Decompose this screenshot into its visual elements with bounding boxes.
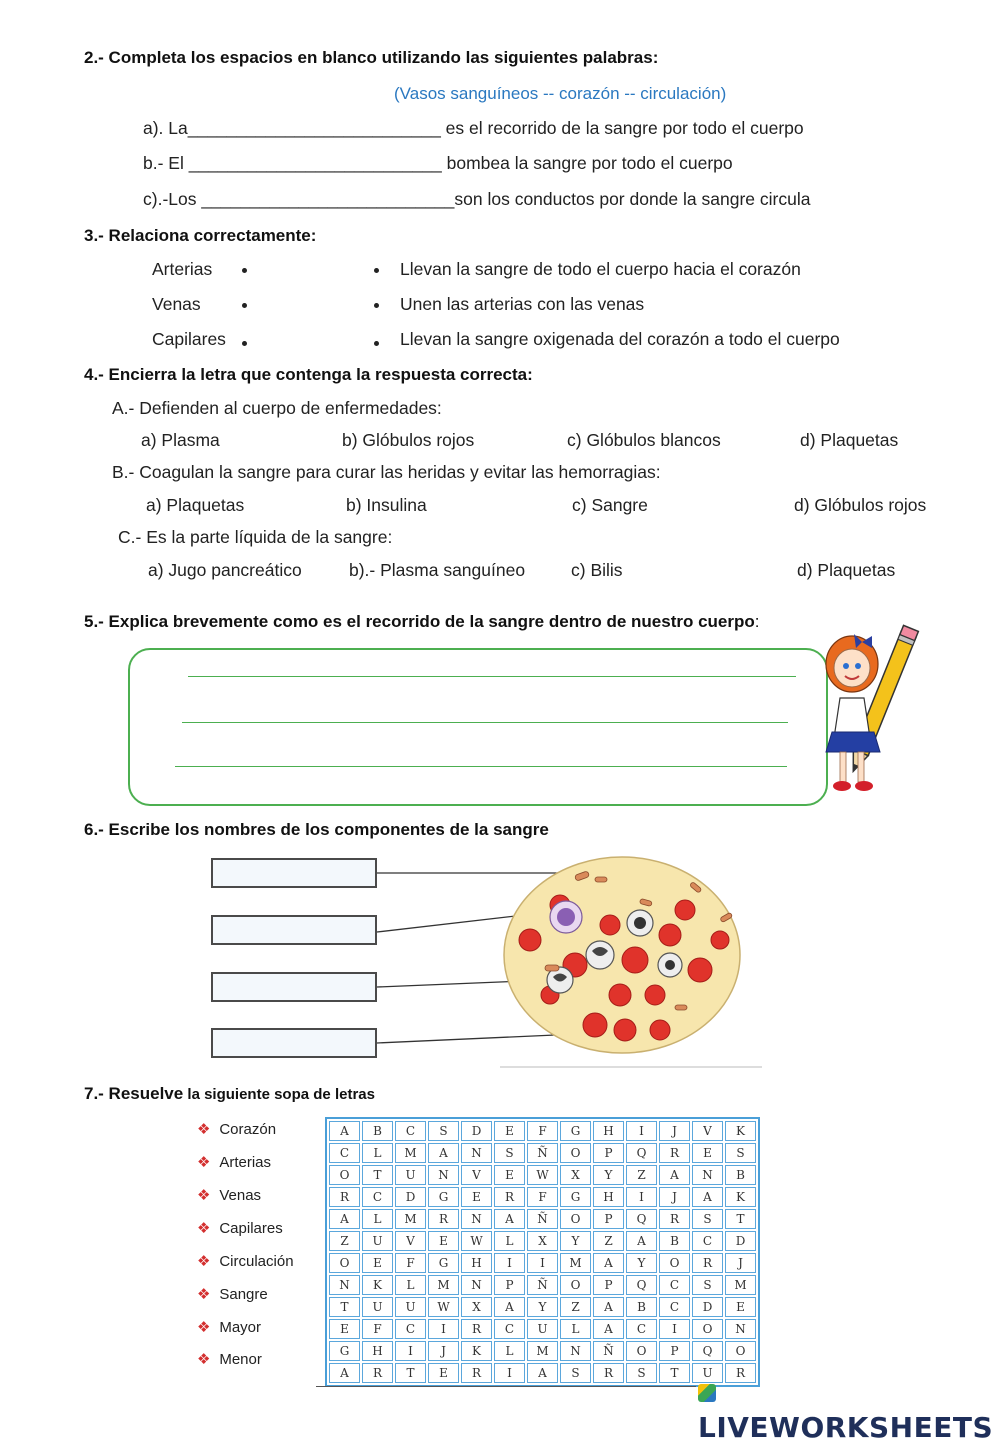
q4a-option-c[interactable]: c) Glóbulos blancos [567,430,721,450]
word-search-cell[interactable]: K [725,1121,756,1141]
word-search-cell[interactable]: O [329,1253,360,1273]
q3-right-3: Llevan la sangre oxigenada del corazón a todo el cuerpo [400,329,840,349]
word-search-cell[interactable]: Y [560,1231,591,1251]
word-search-cell[interactable]: N [461,1275,492,1295]
word-search-cell[interactable]: R [659,1143,690,1163]
word-search-cell[interactable]: C [692,1231,723,1251]
word-search-cell[interactable]: W [527,1165,558,1185]
q4c-option-d[interactable]: d) Plaquetas [797,560,896,580]
word-search-cell[interactable]: N [461,1209,492,1229]
q5-answer-line-2[interactable] [182,722,788,723]
word-search-cell[interactable]: I [659,1319,690,1339]
word-search-cell[interactable]: C [626,1319,657,1339]
word-search-cell[interactable]: A [329,1209,360,1229]
q7-word-item-8: ❖ Menor [197,1351,262,1368]
q5-heading-text: 5.- Explica brevemente como es el recorrido de la sangre dentro de nuestro cuerpo [84,612,755,631]
word-search-cell[interactable]: T [725,1209,756,1229]
word-search-cell[interactable]: H [593,1121,624,1141]
word-search-cell[interactable]: I [494,1363,525,1383]
q4c-option-c[interactable]: c) Bilis [571,560,623,580]
word-search-cell[interactable]: L [362,1209,393,1229]
word-search-cell[interactable]: K [362,1275,393,1295]
q2-heading: 2.- Completa los espacios en blanco utilizando las siguientes palabras: [84,48,659,67]
word-search-cell[interactable]: O [329,1165,360,1185]
word-search-cell[interactable]: L [494,1231,525,1251]
q4a-option-d[interactable]: d) Plaquetas [800,430,899,450]
word-search-cell[interactable]: Q [626,1143,657,1163]
diamond-bullet-icon: ❖ [197,1286,211,1303]
diamond-bullet-icon: ❖ [197,1121,211,1138]
q3-right-2: Unen las arterias con las venas [400,294,645,314]
word-search-cell[interactable]: B [626,1297,657,1317]
word-search-cell[interactable]: S [494,1143,525,1163]
word-search-cell[interactable]: H [593,1187,624,1207]
word-search-cell[interactable]: R [461,1363,492,1383]
word-search-cell[interactable]: T [362,1165,393,1185]
word-search-row [329,1143,756,1163]
word-search-cell[interactable]: P [593,1209,624,1229]
word-search-cell[interactable]: C [362,1187,393,1207]
word-search-cell[interactable]: V [692,1121,723,1141]
word-search-cell[interactable]: O [560,1209,591,1229]
word-search-cell[interactable]: R [428,1209,459,1229]
q4a-option-a[interactable]: a) Plasma [141,430,220,450]
word-search-cell[interactable]: A [428,1143,459,1163]
word-search-row [329,1363,756,1383]
q2-line-b[interactable]: b.- El __________________________ bombea la sangre por todo el cuerpo [143,153,733,173]
word-search-cell[interactable]: I [395,1341,426,1361]
q7-heading-bold: 7.- Resuelve [84,1084,184,1103]
q4-prompt-a: A.- Defienden al cuerpo de enfermedades: [112,398,442,418]
word-search-cell[interactable]: M [428,1275,459,1295]
diamond-bullet-icon: ❖ [197,1351,211,1368]
word-search-cell[interactable]: L [494,1341,525,1361]
diamond-bullet-icon: ❖ [197,1253,211,1270]
word-search-cell[interactable]: H [362,1341,393,1361]
liveworksheets-logo: LIVEWORKSHEETS [698,1378,1000,1444]
word-search-cell[interactable]: U [362,1231,393,1251]
q3-dot-right-1[interactable] [374,268,379,273]
word-search-cell[interactable]: X [461,1297,492,1317]
word-search-cell[interactable]: Y [626,1253,657,1273]
word-search-row [329,1341,756,1361]
q2-line-a[interactable]: a). La__________________________ es el recorrido de la sangre por todo el cuerpo [143,118,804,138]
word-search-cell[interactable]: Ñ [593,1341,624,1361]
word-search-cell[interactable]: B [725,1165,756,1185]
word-search-cell[interactable]: I [626,1121,657,1141]
word-search-cell[interactable]: G [428,1253,459,1273]
word-search-cell[interactable]: Ñ [527,1209,558,1229]
word-search-cell[interactable]: B [659,1231,690,1251]
word-search-cell[interactable]: E [428,1363,459,1383]
word-search-cell[interactable]: D [395,1187,426,1207]
word-search-cell[interactable]: A [329,1121,360,1141]
q6-label-box-4[interactable] [211,1028,377,1058]
word-search-cell[interactable]: M [560,1253,591,1273]
word-search-cell[interactable]: C [494,1319,525,1339]
blood-components-illustration [370,845,770,1075]
word-search-cell[interactable]: A [593,1253,624,1273]
word-search-cell[interactable]: Y [593,1165,624,1185]
q4c-option-a[interactable]: a) Jugo pancreático [148,560,302,580]
word-search-cell[interactable]: A [626,1231,657,1251]
q2-line-c[interactable]: c).-Los __________________________son los conductos por donde la sangre circula [143,189,811,209]
word-search-cell[interactable]: P [593,1275,624,1295]
q3-heading: 3.- Relaciona correctamente: [84,226,317,245]
word-search-cell[interactable]: E [461,1187,492,1207]
word-search-cell[interactable]: U [362,1297,393,1317]
word-search-cell[interactable]: A [692,1187,723,1207]
word-search-cell[interactable]: A [593,1319,624,1339]
q7-word-item-5: ❖ Circulación [197,1253,294,1270]
word-search-cell[interactable]: D [461,1121,492,1141]
word-search-cell[interactable]: E [692,1143,723,1163]
word-search-cell[interactable]: J [428,1341,459,1361]
word-search-cell[interactable]: R [329,1187,360,1207]
q7-heading [84,1084,375,1104]
q4b-option-d[interactable]: d) Glóbulos rojos [794,495,927,515]
q4c-option-b[interactable]: b).- Plasma sanguíneo [349,560,526,580]
word-search-cell[interactable]: N [560,1341,591,1361]
word-search-cell[interactable]: O [560,1275,591,1295]
word-search-cell[interactable]: I [428,1319,459,1339]
word-search-cell[interactable]: Ñ [527,1143,558,1163]
word-search-cell[interactable]: S [428,1121,459,1141]
word-search-cell[interactable]: A [527,1363,558,1383]
q7-word-item-7: ❖ Mayor [197,1319,262,1336]
word-search-row [329,1165,756,1185]
word-search-cell[interactable]: D [725,1231,756,1251]
word-search-row [329,1187,756,1207]
word-search-cell[interactable]: Z [329,1231,360,1251]
q3-dot-left-1[interactable] [242,268,247,273]
q7-word-item-2: ❖ Arterias [197,1154,272,1171]
q3-dot-right-2[interactable] [374,303,379,308]
word-search-cell[interactable]: O [725,1341,756,1361]
word-search-cell[interactable]: I [494,1253,525,1273]
q3-right-1: Llevan la sangre de todo el cuerpo hacia el corazón [400,259,801,279]
word-search-cell[interactable]: A [593,1297,624,1317]
q7-word-item-6: ❖ Sangre [197,1286,268,1303]
word-search-cell[interactable]: R [659,1209,690,1229]
word-search-cell[interactable]: Z [560,1297,591,1317]
word-search-cell[interactable]: G [329,1341,360,1361]
word-search-cell[interactable]: C [395,1319,426,1339]
q2-word-bank: (Vasos sanguíneos -- corazón -- circulación) [394,84,727,103]
word-search-cell[interactable]: R [692,1253,723,1273]
word-search-cell[interactable]: G [560,1187,591,1207]
word-search-row [329,1209,756,1229]
word-search-cell[interactable]: E [725,1297,756,1317]
word-search-cell[interactable]: I [626,1187,657,1207]
q3-left-venas: Venas [152,294,201,314]
diamond-bullet-icon: ❖ [197,1220,211,1237]
word-search-cell[interactable]: I [527,1253,558,1273]
word-search-row [329,1297,756,1317]
q6-label-box-1[interactable] [211,858,377,888]
q5-heading [84,612,760,632]
q7-heading-rest: la siguiente sopa de letras [183,1086,375,1103]
word-search-cell[interactable]: W [461,1231,492,1251]
word-search-cell[interactable]: X [560,1165,591,1185]
q3-left-capilares: Capilares [152,329,226,349]
word-search-row [329,1253,756,1273]
word-search-cell[interactable]: E [428,1231,459,1251]
word-search-row [329,1319,756,1339]
q7-word-item-1: ❖ Corazón [197,1121,277,1138]
q7-word-item-3: ❖ Venas [197,1187,262,1204]
word-search-cell[interactable]: O [659,1253,690,1273]
word-search-cell[interactable]: U [527,1319,558,1339]
word-search-cell[interactable]: C [659,1275,690,1295]
word-search-cell[interactable]: O [626,1341,657,1361]
word-search-cell[interactable]: A [659,1165,690,1185]
word-search-cell[interactable]: S [560,1363,591,1383]
word-search-cell[interactable]: P [659,1341,690,1361]
q5-heading-colon: : [754,612,760,631]
word-search-cell[interactable]: C [395,1121,426,1141]
word-search-cell[interactable]: R [494,1187,525,1207]
word-search-cell[interactable]: R [725,1363,756,1383]
word-search-cell[interactable]: X [527,1231,558,1251]
word-search-cell[interactable]: U [395,1165,426,1185]
word-search-cell[interactable]: Q [626,1275,657,1295]
q6-heading: 6.- Escribe los nombres de los componentes de la sangre [84,820,549,839]
word-search-cell[interactable]: F [395,1253,426,1273]
word-search-cell[interactable]: E [362,1253,393,1273]
word-search-cell[interactable]: G [428,1187,459,1207]
q5-answer-line-3[interactable] [175,766,787,767]
word-search-cell[interactable]: F [527,1121,558,1141]
word-search-cell[interactable]: C [329,1143,360,1163]
word-search-cell[interactable]: K [725,1187,756,1207]
word-search-cell[interactable]: M [395,1209,426,1229]
word-search-cell[interactable]: Ñ [527,1275,558,1295]
word-search-cell[interactable]: L [395,1275,426,1295]
q3-dot-right-3[interactable] [374,341,379,346]
word-search-cell[interactable]: L [560,1319,591,1339]
word-search-cell[interactable]: J [659,1121,690,1141]
word-search-cell[interactable]: L [362,1143,393,1163]
q5-answer-line-1[interactable] [188,676,796,677]
word-search-cell[interactable]: A [494,1297,525,1317]
word-search-cell[interactable]: E [494,1121,525,1141]
word-search-cell[interactable]: N [329,1275,360,1295]
word-search-row [329,1275,756,1295]
word-search-cell[interactable]: R [593,1363,624,1383]
q6-label-box-3[interactable] [211,972,377,1002]
word-search-cell[interactable]: T [329,1297,360,1317]
word-search-cell[interactable]: Z [593,1231,624,1251]
word-search-row [329,1121,756,1141]
word-search-cell[interactable]: M [395,1143,426,1163]
word-search-cell[interactable]: U [692,1363,723,1383]
q5-answer-box[interactable] [128,648,828,806]
girl-with-pencil-illustration [818,620,930,800]
word-search-cell[interactable]: W [428,1297,459,1317]
word-search-cell[interactable]: D [692,1297,723,1317]
word-search-cell[interactable]: O [560,1143,591,1163]
word-search-cell[interactable]: A [329,1363,360,1383]
diamond-bullet-icon: ❖ [197,1154,211,1171]
word-search-cell[interactable]: F [362,1319,393,1339]
word-search-cell[interactable]: V [461,1165,492,1185]
word-search-cell[interactable]: J [659,1187,690,1207]
word-search-grid[interactable] [325,1117,760,1387]
q6-label-box-2[interactable] [211,915,377,945]
word-search-cell[interactable]: R [461,1319,492,1339]
word-search-cell[interactable]: K [461,1341,492,1361]
q3-left-arterias: Arterias [152,259,213,279]
word-search-cell[interactable]: U [395,1297,426,1317]
word-search-cell[interactable]: G [560,1121,591,1141]
word-search-cell[interactable]: T [395,1363,426,1383]
word-search-cell[interactable]: S [725,1143,756,1163]
diamond-bullet-icon: ❖ [197,1187,211,1204]
word-search-row [329,1231,756,1251]
word-search-cell[interactable]: B [362,1121,393,1141]
liveworksheets-logo-icon [698,1384,716,1402]
word-search-cell[interactable]: S [626,1363,657,1383]
word-search-cell[interactable]: Y [527,1297,558,1317]
word-search-cell[interactable]: M [725,1275,756,1295]
grid-underline [316,1386,696,1387]
word-search-cell[interactable]: Q [626,1209,657,1229]
word-search-cell[interactable]: Z [626,1165,657,1185]
word-search-cell[interactable]: E [329,1319,360,1339]
q4b-option-c[interactable]: c) Sangre [572,495,648,515]
word-search-cell[interactable]: A [494,1209,525,1229]
word-search-cell[interactable]: J [725,1253,756,1273]
word-search-cell[interactable]: C [659,1297,690,1317]
q3-dot-left-3[interactable] [242,341,247,346]
word-search-cell[interactable]: Q [692,1341,723,1361]
q4b-option-b[interactable]: b) Insulina [346,495,427,515]
q4b-option-a[interactable]: a) Plaquetas [146,495,245,515]
q4-prompt-c: C.- Es la parte líquida de la sangre: [118,527,393,547]
word-search-cell[interactable]: N [461,1143,492,1163]
word-search-cell[interactable]: S [692,1209,723,1229]
q4a-option-b[interactable]: b) Glóbulos rojos [342,430,475,450]
word-search-cell[interactable]: N [692,1165,723,1185]
word-search-cell[interactable]: H [461,1253,492,1273]
q3-dot-left-2[interactable] [242,303,247,308]
word-search-cell[interactable]: S [692,1275,723,1295]
diamond-bullet-icon: ❖ [197,1319,211,1336]
word-search-cell[interactable]: V [395,1231,426,1251]
word-search-cell[interactable]: E [494,1165,525,1185]
q7-word-item-4: ❖ Capilares [197,1220,283,1237]
word-search-cell[interactable]: P [494,1275,525,1295]
word-search-cell[interactable]: N [428,1165,459,1185]
q4-heading: 4.- Encierra la letra que contenga la respuesta correcta: [84,365,533,384]
q4-prompt-b: B.- Coagulan la sangre para curar las heridas y evitar las hemorragias: [112,462,661,482]
word-search-cell[interactable]: N [725,1319,756,1339]
word-search-cell[interactable]: M [527,1341,558,1361]
word-search-cell[interactable]: F [527,1187,558,1207]
word-search-cell[interactable]: P [593,1143,624,1163]
word-search-cell[interactable]: R [362,1363,393,1383]
word-search-cell[interactable]: O [692,1319,723,1339]
word-search-cell[interactable]: T [659,1363,690,1383]
